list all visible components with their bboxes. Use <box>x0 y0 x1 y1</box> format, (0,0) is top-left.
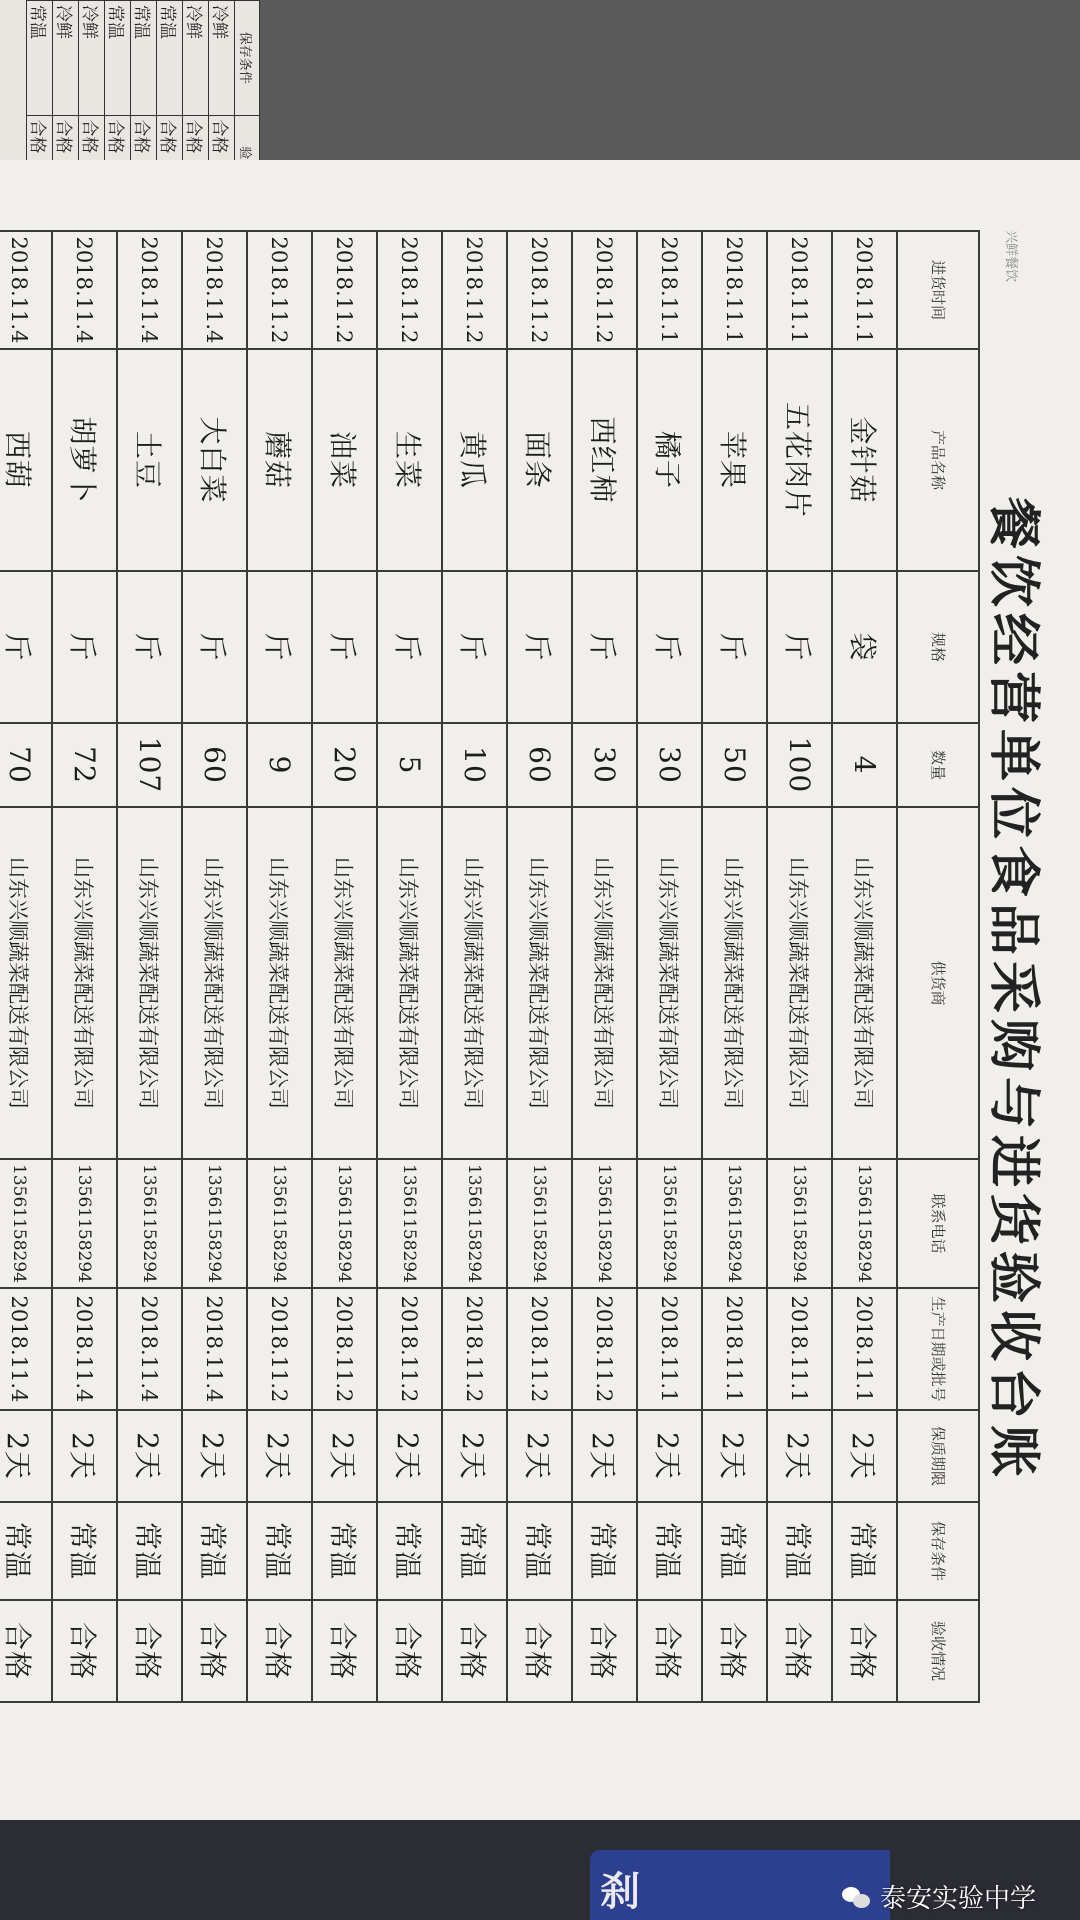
cell-product: 西红柿 <box>572 349 637 571</box>
cell-batch: 2018.11.1 <box>832 1288 897 1410</box>
cell-spec: 斤 <box>702 571 767 723</box>
prev-cell-result: 合格 <box>209 115 235 230</box>
cell-phone: 13561158294 <box>507 1159 572 1288</box>
cell-spec: 斤 <box>117 571 182 723</box>
cell-qty: 70 <box>0 723 52 807</box>
ledger-table <box>0 230 980 1703</box>
cell-phone: 13561158294 <box>117 1159 182 1288</box>
page-title: 餐饮经营单位食品采购与进货验收台账 <box>983 496 1044 1483</box>
cell-date: 2018.11.4 <box>52 231 117 349</box>
cell-date: 2018.11.2 <box>312 231 377 349</box>
cell-phone: 13561158294 <box>767 1159 832 1288</box>
table-row <box>832 231 897 1702</box>
cell-date: 2018.11.1 <box>832 231 897 349</box>
table-row <box>182 231 247 1702</box>
cell-storage: 常温 <box>572 1502 637 1600</box>
cell-batch: 2018.11.1 <box>767 1288 832 1410</box>
table-row <box>767 231 832 1702</box>
cell-qty: 60 <box>507 723 572 807</box>
cell-phone: 13561158294 <box>637 1159 702 1288</box>
cell-shelf: 2天 <box>182 1410 247 1502</box>
cell-result: 合格 <box>832 1600 897 1702</box>
cell-shelf: 2天 <box>702 1410 767 1502</box>
cell-batch: 2018.11.2 <box>572 1288 637 1410</box>
cell-product: 蘑菇 <box>247 349 312 571</box>
cell-phone: 13561158294 <box>52 1159 117 1288</box>
col-shelf-header: 保质期限 <box>897 1410 979 1502</box>
cell-storage: 常温 <box>247 1502 312 1600</box>
cell-batch: 2018.11.2 <box>247 1288 312 1410</box>
cell-supplier: 山东兴顺蔬菜配送有限公司 <box>182 807 247 1159</box>
col-result-header: 验收情况 <box>897 1600 979 1702</box>
prev-col-storage: 保存条件 <box>235 1 260 116</box>
prev-cell-storage: 冷鲜 <box>53 1 79 116</box>
cell-phone: 13561158294 <box>312 1159 377 1288</box>
cell-shelf: 2天 <box>117 1410 182 1502</box>
cell-phone: 13561158294 <box>832 1159 897 1288</box>
cell-qty: 60 <box>182 723 247 807</box>
cell-phone: 13561158294 <box>0 1159 52 1288</box>
cell-date: 2018.11.4 <box>182 231 247 349</box>
cell-supplier: 山东兴顺蔬菜配送有限公司 <box>377 807 442 1159</box>
cell-product: 金针菇 <box>832 349 897 571</box>
cell-shelf: 2天 <box>52 1410 117 1502</box>
cell-date: 2018.11.2 <box>572 231 637 349</box>
cell-qty: 30 <box>572 723 637 807</box>
table-row <box>507 231 572 1702</box>
table-row <box>52 231 117 1702</box>
table-row <box>702 231 767 1702</box>
cell-storage: 常温 <box>0 1502 52 1600</box>
cell-batch: 2018.11.1 <box>637 1288 702 1410</box>
cell-supplier: 山东兴顺蔬菜配送有限公司 <box>52 807 117 1159</box>
cell-batch: 2018.11.4 <box>117 1288 182 1410</box>
cell-supplier: 山东兴顺蔬菜配送有限公司 <box>702 807 767 1159</box>
cell-shelf: 2天 <box>572 1410 637 1502</box>
col-product-header: 产品名称 <box>897 349 979 571</box>
cell-qty: 107 <box>117 723 182 807</box>
cell-phone: 13561158294 <box>572 1159 637 1288</box>
watermark-text: 泰安实验中学 <box>879 1884 1036 1914</box>
cell-supplier: 山东兴顺蔬菜配送有限公司 <box>637 807 702 1159</box>
cell-result: 合格 <box>312 1600 377 1702</box>
cell-product: 土豆 <box>117 349 182 571</box>
cell-date: 2018.11.2 <box>377 231 442 349</box>
table-row <box>0 231 52 1702</box>
cell-supplier: 山东兴顺蔬菜配送有限公司 <box>572 807 637 1159</box>
cell-qty: 100 <box>767 723 832 807</box>
prev-cell-storage: 冷鲜 <box>79 1 105 116</box>
table-row <box>117 231 182 1702</box>
cell-result: 合格 <box>702 1600 767 1702</box>
cell-qty: 5 <box>377 723 442 807</box>
cell-product: 油菜 <box>312 349 377 571</box>
col-spec-header: 规格 <box>897 571 979 723</box>
cell-product: 五花肉片 <box>767 349 832 571</box>
col-phone-header: 联系电话 <box>897 1159 979 1288</box>
cell-date: 2018.11.1 <box>767 231 832 349</box>
cell-batch: 2018.11.2 <box>312 1288 377 1410</box>
cell-supplier: 山东兴顺蔬菜配送有限公司 <box>247 807 312 1159</box>
table-row <box>312 231 377 1702</box>
prev-cell-storage: 冷鲜 <box>183 1 209 116</box>
col-supplier-header: 供货商 <box>897 807 979 1159</box>
table-row <box>247 231 312 1702</box>
header-row <box>897 231 979 1702</box>
cell-result: 合格 <box>637 1600 702 1702</box>
cell-spec: 斤 <box>182 571 247 723</box>
cell-supplier: 山东兴顺蔬菜配送有限公司 <box>312 807 377 1159</box>
cell-spec: 袋 <box>832 571 897 723</box>
col-date-header: 进货时间 <box>897 231 979 349</box>
cell-storage: 常温 <box>182 1502 247 1600</box>
cell-batch: 2018.11.2 <box>377 1288 442 1410</box>
cell-result: 合格 <box>572 1600 637 1702</box>
cell-supplier: 山东兴顺蔬菜配送有限公司 <box>832 807 897 1159</box>
cell-date: 2018.11.2 <box>442 231 507 349</box>
cell-supplier: 山东兴顺蔬菜配送有限公司 <box>442 807 507 1159</box>
cell-qty: 4 <box>832 723 897 807</box>
cell-result: 合格 <box>52 1600 117 1702</box>
cell-result: 合格 <box>507 1600 572 1702</box>
cell-shelf: 2天 <box>247 1410 312 1502</box>
cell-product: 面条 <box>507 349 572 571</box>
cell-shelf: 2天 <box>767 1410 832 1502</box>
cell-qty: 9 <box>247 723 312 807</box>
ledger-page <box>0 160 1080 1820</box>
cell-qty: 10 <box>442 723 507 807</box>
cell-shelf: 2天 <box>637 1410 702 1502</box>
cell-result: 合格 <box>377 1600 442 1702</box>
prev-cell-result: 合格 <box>79 115 105 230</box>
cell-shelf: 2天 <box>312 1410 377 1502</box>
wechat-icon <box>842 1885 872 1909</box>
cell-result: 合格 <box>117 1600 182 1702</box>
cell-batch: 2018.11.1 <box>702 1288 767 1410</box>
table-row <box>442 231 507 1702</box>
cell-result: 合格 <box>247 1600 312 1702</box>
cell-qty: 50 <box>702 723 767 807</box>
cell-product: 西葫 <box>0 349 52 571</box>
cell-storage: 常温 <box>442 1502 507 1600</box>
cell-storage: 常温 <box>507 1502 572 1600</box>
cell-date: 2018.11.2 <box>247 231 312 349</box>
prev-cell-result: 合格 <box>105 115 131 230</box>
cell-batch: 2018.11.2 <box>442 1288 507 1410</box>
cell-qty: 20 <box>312 723 377 807</box>
cell-supplier: 山东兴顺蔬菜配送有限公司 <box>507 807 572 1159</box>
cell-phone: 13561158294 <box>182 1159 247 1288</box>
cell-batch: 2018.11.4 <box>182 1288 247 1410</box>
cell-phone: 13561158294 <box>702 1159 767 1288</box>
cell-spec: 斤 <box>637 571 702 723</box>
cell-storage: 常温 <box>702 1502 767 1600</box>
cell-spec: 斤 <box>572 571 637 723</box>
cell-storage: 常温 <box>767 1502 832 1600</box>
cell-shelf: 2天 <box>0 1410 52 1502</box>
cell-batch: 2018.11.4 <box>0 1288 52 1410</box>
cell-spec: 斤 <box>377 571 442 723</box>
cell-spec: 斤 <box>52 571 117 723</box>
table-row <box>637 231 702 1702</box>
cell-date: 2018.11.4 <box>117 231 182 349</box>
cell-spec: 斤 <box>312 571 377 723</box>
prev-cell-result: 合格 <box>157 115 183 230</box>
cell-date: 2018.11.1 <box>702 231 767 349</box>
cell-spec: 斤 <box>767 571 832 723</box>
col-batch-header: 生产日期或批号 <box>897 1288 979 1410</box>
prev-cell-storage: 常温 <box>157 1 183 116</box>
cell-supplier: 山东兴顺蔬菜配送有限公司 <box>117 807 182 1159</box>
cell-product: 生菜 <box>377 349 442 571</box>
cell-shelf: 2天 <box>507 1410 572 1502</box>
prev-cell-storage: 常温 <box>131 1 157 116</box>
cell-result: 合格 <box>182 1600 247 1702</box>
cell-product: 大白菜 <box>182 349 247 571</box>
cell-qty: 72 <box>52 723 117 807</box>
cell-batch: 2018.11.4 <box>52 1288 117 1410</box>
cell-product: 胡萝卜 <box>52 349 117 571</box>
cell-qty: 30 <box>637 723 702 807</box>
cell-spec: 斤 <box>442 571 507 723</box>
cell-product: 苹果 <box>702 349 767 571</box>
cell-product: 黄瓜 <box>442 349 507 571</box>
prev-cell-result: 合格 <box>27 115 53 230</box>
cell-supplier: 山东兴顺蔬菜配送有限公司 <box>0 807 52 1159</box>
cell-date: 2018.11.2 <box>507 231 572 349</box>
cell-storage: 常温 <box>637 1502 702 1600</box>
col-qty-header: 数量 <box>897 723 979 807</box>
prev-cell-storage: 冷鲜 <box>209 1 235 116</box>
cell-date: 2018.11.4 <box>0 231 52 349</box>
cell-result: 合格 <box>767 1600 832 1702</box>
cell-date: 2018.11.1 <box>637 231 702 349</box>
cell-spec: 斤 <box>0 571 52 723</box>
table-row <box>572 231 637 1702</box>
cell-spec: 斤 <box>507 571 572 723</box>
cell-phone: 13561158294 <box>442 1159 507 1288</box>
cell-result: 合格 <box>0 1600 52 1702</box>
prev-cell-result: 合格 <box>131 115 157 230</box>
cell-storage: 常温 <box>377 1502 442 1600</box>
cell-shelf: 2天 <box>442 1410 507 1502</box>
col-storage-header: 保存条件 <box>897 1502 979 1600</box>
prev-cell-storage: 常温 <box>105 1 131 116</box>
cell-phone: 13561158294 <box>247 1159 312 1288</box>
watermark <box>842 1878 1036 1915</box>
prev-cell-storage: 常温 <box>27 1 53 116</box>
cell-storage: 常温 <box>52 1502 117 1600</box>
cell-spec: 斤 <box>247 571 312 723</box>
cell-result: 合格 <box>442 1600 507 1702</box>
prev-cell-result: 合格 <box>183 115 209 230</box>
cell-batch: 2018.11.2 <box>507 1288 572 1410</box>
binder-label: 刹 <box>600 1869 640 1915</box>
cell-supplier: 山东兴顺蔬菜配送有限公司 <box>767 807 832 1159</box>
prev-cell-result: 合格 <box>53 115 79 230</box>
cell-storage: 常温 <box>832 1502 897 1600</box>
cell-phone: 13561158294 <box>377 1159 442 1288</box>
cell-shelf: 2天 <box>377 1410 442 1502</box>
brand-logo: 兴鲜餐饮 <box>1003 230 1018 283</box>
cell-storage: 常温 <box>312 1502 377 1600</box>
cell-product: 橘子 <box>637 349 702 571</box>
table-row <box>377 231 442 1702</box>
cell-shelf: 2天 <box>832 1410 897 1502</box>
cell-storage: 常温 <box>117 1502 182 1600</box>
